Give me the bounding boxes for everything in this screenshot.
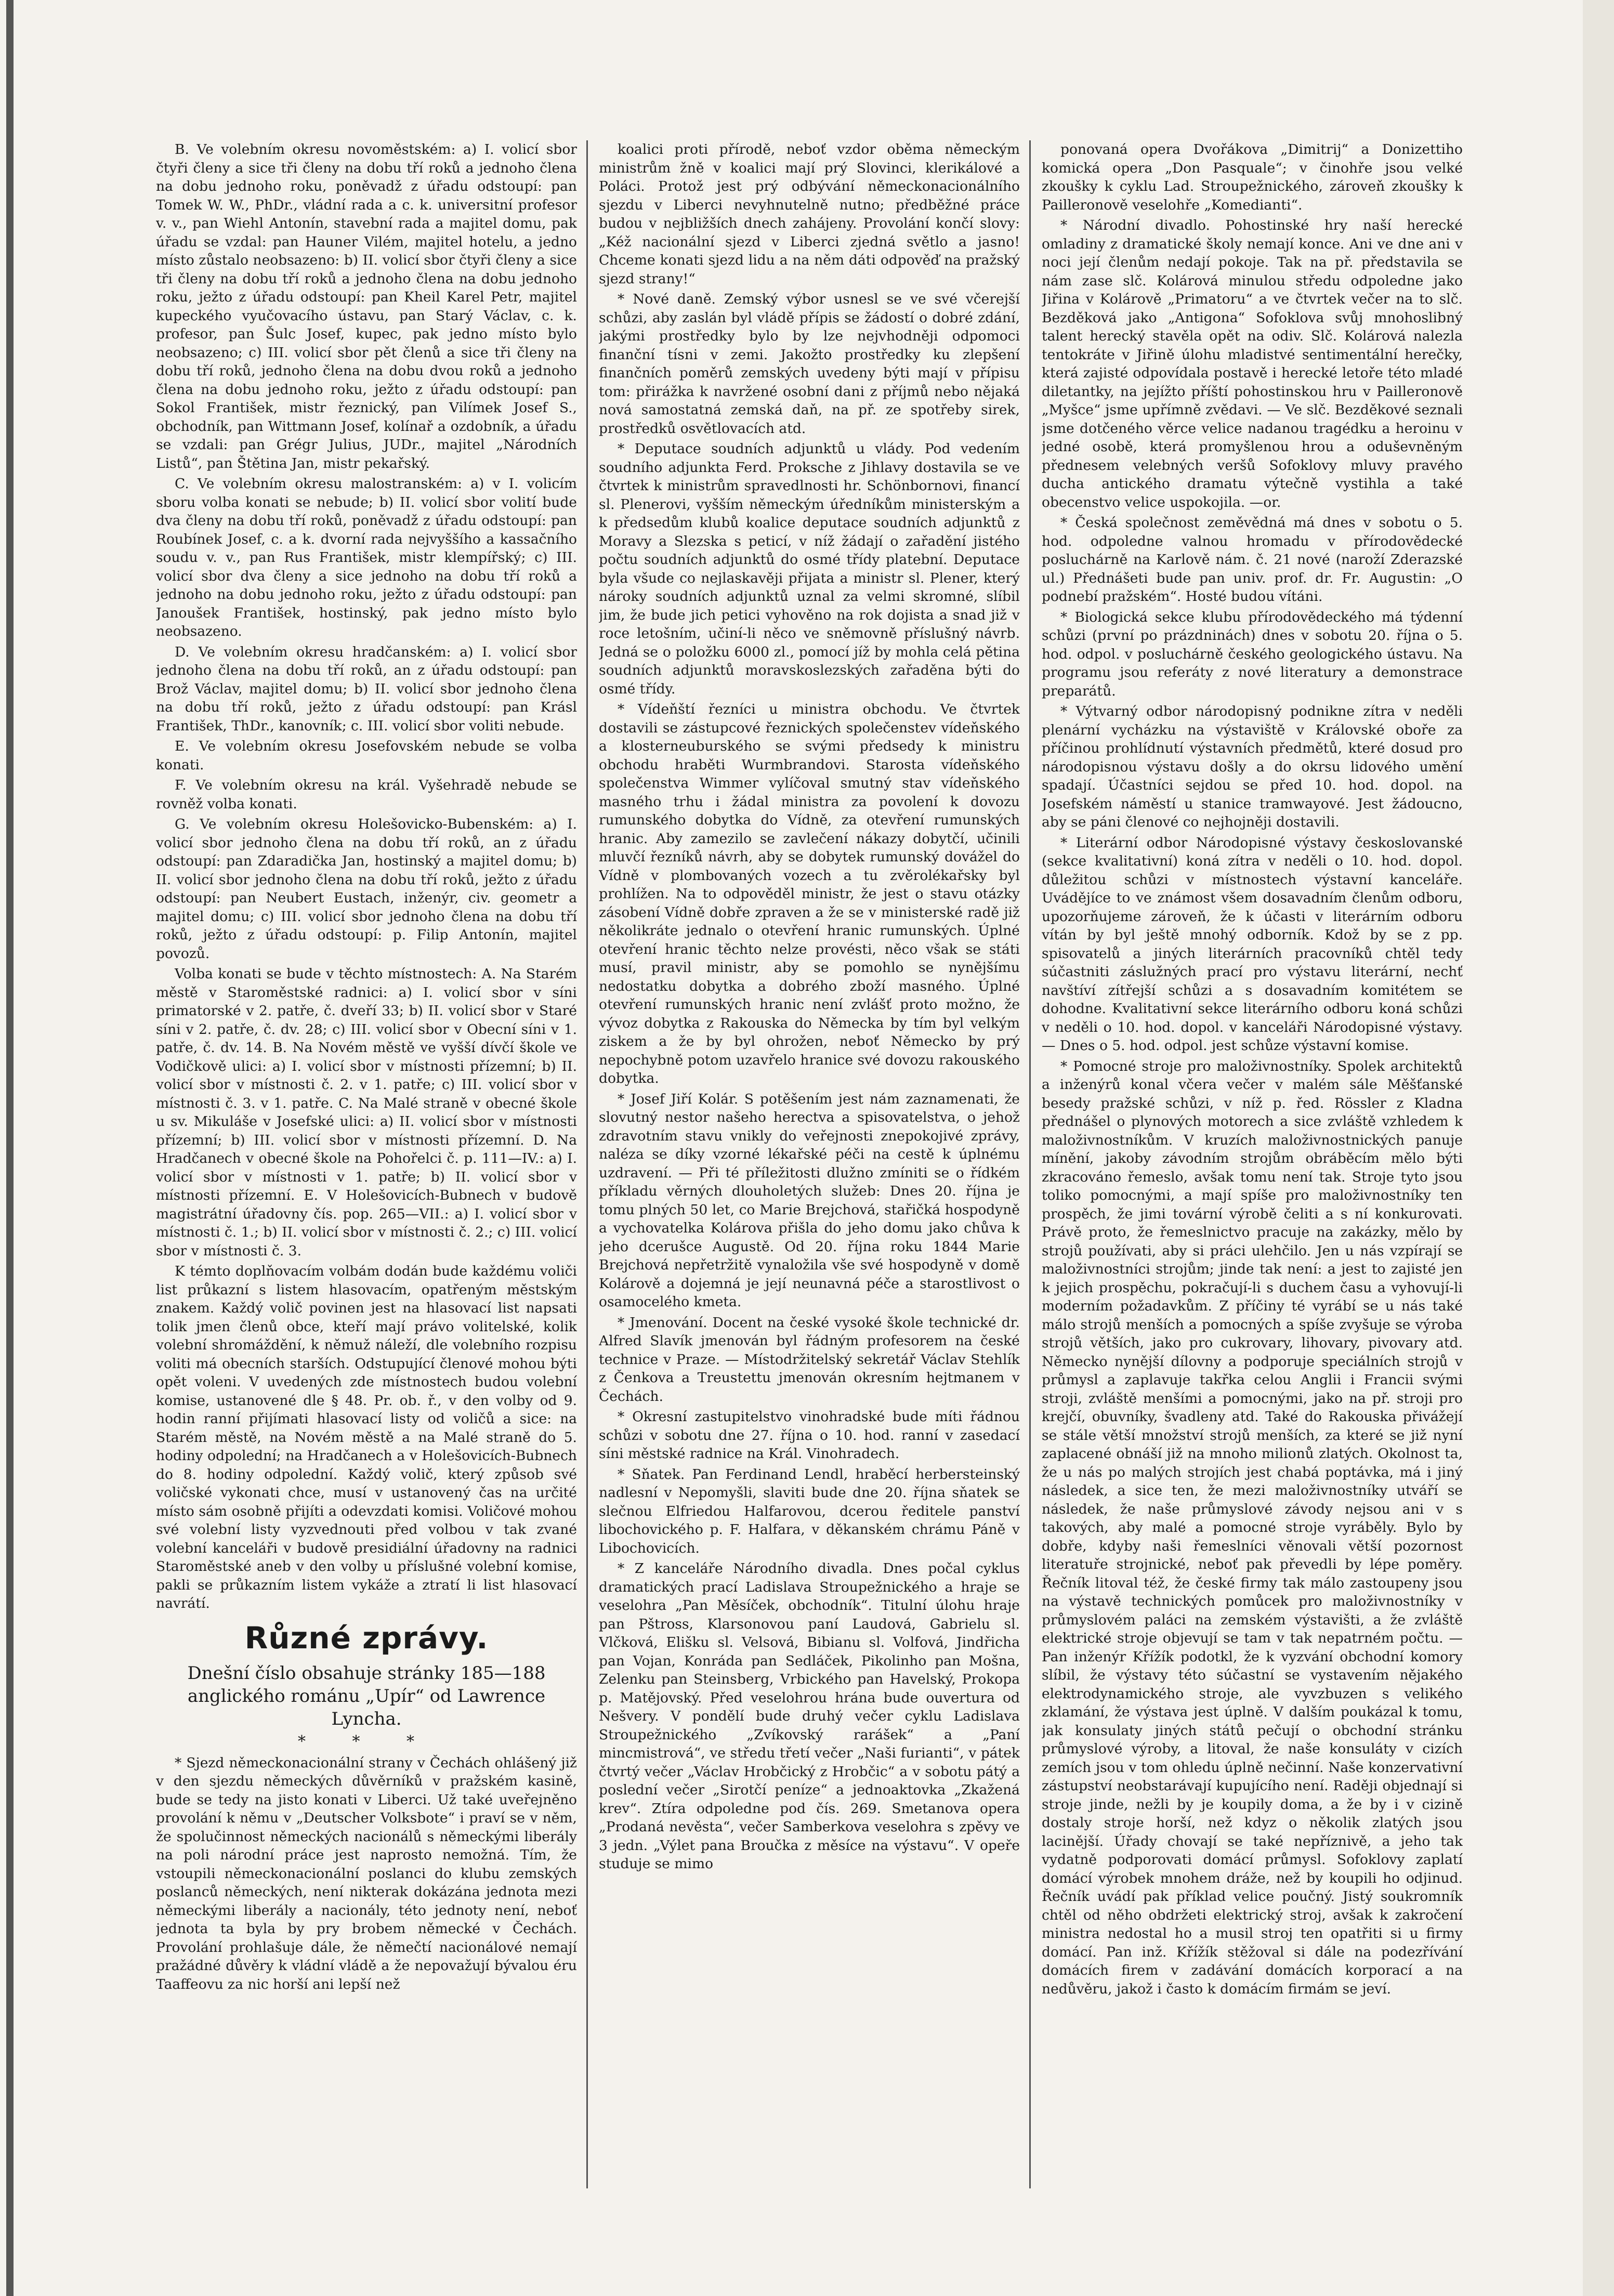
right-column bbox=[1042, 140, 1463, 2188]
article-paragraph: * Sňatek. Pan Ferdinand Lendl, hraběcí herbersteinský nadlesní v Nepomyšli, slaviti bude dne 20. října sňatek se slečnou Elfriedou Halfarovou, dcerou ředitele panství libochovického p. F. Halfara, v děkanském chrámu Páně v Libochovicích. bbox=[599, 1466, 1020, 1556]
article-paragraph: ponovaná opera Dvořákova „Dimitrij“ a Donizettiho komická opera „Don Pasquale“; v činohře jsou velké zkoušky k cyklu Lad. Stroupežnického, zároveň zkoušky k Pailleronově veselohře „Komedianti“. bbox=[1042, 141, 1463, 213]
left-column bbox=[156, 140, 577, 2188]
page-binding-edge bbox=[6, 0, 14, 2296]
article-paragraph: * Z kanceláře Národního divadla. Dnes počal cyklus dramatických prací Ladislava Stroupežnického a hraje se veselohra „Pan Měsíček, obchodník“. Titulní úlohu hraje pan Pštross, Klarsonovou paní Laudová, Gabrielu sl. Vlčková, Elišku sl. Velsová, Bibianu sl. Volfová, Jindřicha pan Vojan, Konráda pan Sedláček, Pikolinho pan Mošna, Zelenku pan Steinsberg, Vrbického pan Havelský, Prokopa p. Matějovský. Před veselohrou hrána bude ouvertura od Nešvery. V pondělí bude druhý večer cyklu Ladislava Stroupežnického „Zvíkovský rarášek“ a „Paní mincmistrová“, ve středu třetí večer „Naši furianti“, v pátek čtvrtý večer „Václav Hrobčický z Hrobčic“ a v sobotu pátý a poslední večer „Sirotčí peníze“ a jednoaktovka „Zkažená krev“. Ztíra odpoledne pod čís. 269. Smetanova opera „Prodaná nevěsta“, večer Samberkova veselohra s zpěvy ve 3 jedn. „Výlet pana Broučka z měsíce na výstavu“. V opeře studuje se mimo bbox=[599, 1560, 1020, 1872]
article-paragraph: * Pomocné stroje pro maloživnostníky. Spolek architektů a inženýrů konal včera večer v malém sále Měšťanské besedy pražské schůzi, v níž p. řed. Rössler z Kladna přednášel o plynových motorech a sice zvláště vzhledem k maloživnostníkům. V kruzích maloživnostnických panuje mínění, jakoby závodním strojům obráběcím mělo býti zkracováno řemeslo, avšak tomu není tak. Stroje tyto jsou toliko pomocnými, a mají spíše pro maloživnostníky ten prospěch, že jimi tovární výrobě čeliti a s ní konkurovati. Právě proto, že řemeslnictvo pracuje na zakázky, mělo by strojů používati, aby si práci ulehčilo. Jen u nás vzpírají se maloživnostníci strojům; jinde tak není: a jest to zajisté jen k jejich prospěchu, pokračují-li s duchem času a vyhovují-li moderním požadavkům. Z příčiny té vyrábí se u nás také málo strojů menších a pomocných a spíše zvyšuje se výroba strojů větších, jako pro cukrovary, lihovary, pivovary atd. Německo nynější dílovny a podporuje speciálních strojů v průmysl a zaplavuje takřka celou Anglii i Francii svými stroji, zvláště menšími a pomocnými, jako na př. stroji pro krejčí, obuvníky, švadleny atd. Také do Rakouska přivážejí se stále větší množství strojů menších, za které se již nyní zaplacené obnáší již na mnoho milionů zlatých. Okolnost ta, že u nás po malých strojích jest chabá poptávka, má i jiný následek, a sice ten, že mezi maloživnostníky utváří se následek, že naše průmyslové závody nejsou ani v s takových, aby malé a pomocné stroje vyráběly. Bylo by dobře, kdyby naši řemeslníci věnovali větší pozornost literatuře strojnické, neboť pak převedli by lépe poměry. Řečník litoval též, že české firmy tak málo zastoupeny jsou na výstavě technických pomůcek pro maloživnostníky v průmyslovém paláci na zemském výstavišti, a že zvláště elektrické stroje objevují se tam v tak nepatrném počtu. — Pan inženýr Křížík podotkl, že k vyzvání obchodní komory slíbil, že výstavy této súčastní se vystavením nějakého elektrodynamického stroje, ale vyvzbuzen s velikého zklamání, že výstava jest úplně. V dalším poukázal k tomu, jak konsulaty jiných států pečují o obchodní stránku průmyslové výroby, a litoval, že naše konsuláty v cizích zemích jsou v tom ohledu úplně nečinní. Naše konzervativní zástupství neobstarávají kupujícího není. Raději objednají si stroje jinde, nežli by je koupily doma, a že by i v cizině dostaly stroje horší, než kdyz o několik zlatých jsou lacinější. Úřady chovají se také nepříznivě, a jeho tak vydatně podporovati domácí průmysl. Sofoklovy zaplatí domácí výrobek mnohem dráže, než by koupili ho odjinud. Řečník uvádí pak příklad velice poučný. Jistý soukromník chtěl od něho obdržeti elektrický stroj, avšak k zakročení ministra nedostal ho a musil stroj ten opatřiti si u firmy domácí. Pan inž. Křížík stěžoval si dále na podezřívání domácích firem v zadávání domácích korporací a na nedůvěru, jakož i často k domácím firmám se jeví. bbox=[1042, 1058, 1463, 1997]
article-paragraph: * Česká společnost zeměvědná má dnes v sobotu o 5. hod. odpoledne valnou hromadu v přírodovědecké posluchárně na Karlově nám. č. 21 nové (naroží Zderazské ul.) Přednášeti bude pan univ. prof. dr. Fr. Augustin: „O podnebí pražském“. Hosté budou vítáni. bbox=[1042, 515, 1463, 605]
article-paragraph: * Sjezd německonacionální strany v Čechách ohlášený již v den sjezdu německých důvěrníků v pražském kasině, bude se tedy na jisto konati v Liberci. Už také uveřejněno provolání k němu v „Deutscher Volksbote“ i praví se v něm, že spolučinnost německých nacionálů s německými liberály na poli národní práce jest naprosto nemožná. Tím, že vstoupili německonacionální poslanci do klubu zemských poslanců německých, není nikterak dokázána jednota mezi německými liberály a nacionály, této jednoty není, neboť jednota ta byla by pry brobem německé v Čechách. Provolání prohlašuje dále, že němečtí nacionálové nemají pražádné důvěry k vládní vládě a že nepovažují bývalou éru Taaffeovu za nic horší ani lepší než bbox=[156, 1754, 577, 1992]
article-paragraph: C. Ve volebním okresu malostranském: a) v I. volicím sboru volba konati se nebude; b) II. volicí sbor volití bude dva členy na dobu tří roků, poněvadž z úřadu odstoupí: pan Roubínek Josef, c. a k. dvorní rada nejvyššího a kassačního soudu v. v., pan Rus František, mistr klempířský; c) III. volicí sbor dva členy a sice jednoho na dobu tří roků a jednoho na dobu jednoho roku, ježto z úřadu odstoupí: pan Janoušek František, hostinský, pak jedno místo bylo neobsazeno. bbox=[156, 476, 577, 639]
article-paragraph: D. Ve volebním okresu hradčanském: a) I. volicí sbor jednoho člena na dobu tří roků, an z úřadu odstoupí: pan Brož Václav, majitel domu; b) II. volicí sbor jednoho člena na dobu tří roků, ježto z úřadu odstoupí: pan Krásl František, ThDr., kanovník; c. III. volicí sbor voliti nebude. bbox=[156, 644, 577, 734]
article-paragraph: * Národní divadlo. Pohostinské hry naší herecké omladiny z dramatické školy nemají konce. Ani ve dne ani v noci její členům nedají pokoje. Tak na př. představila se nám zase slč. Kolárová minulou středu odpoledne jako Jiřina v Kolárově „Primatoru“ a ve čtvrtek večer na to slč. Bezděková jako „Antigona“ Sofoklova svůj mnohoslibný talent herecký stavěla opět na odiv. Slč. Kolárová nalezla tentokráte v Jiřině úlohu mladistvé sentimentální herečky, která zajisté odpovídala postavě i herecké letoře této mladé diletantky, na jejížto příští pohostinskou hru v Pailleronově „Myšce“ jsme upřímně zvědavi. — Ve slč. Bezděkové seznali jsme dotčeného věrce velice nadanou tragédku a heroinu v jedné osobě, která promyšlenou hrou a oduševněným přednesem velebných veršů Sofoklovy mluvy pravého ducha antického dramatu výtečně vystihla a také obecenstvo velice uspokojila. —or. bbox=[1042, 217, 1463, 510]
article-paragraph: E. Ve volebním okresu Josefovském nebude se volba konati. bbox=[156, 738, 577, 773]
article-paragraph: * Vídeňští řezníci u ministra obchodu. Ve čtvrtek dostavili se zástupcové řeznických společenstev vídeňského a klosterneuburského se svými předsedy k ministru obchodu hraběti Wurmbrandovi. Starosta vídeňského společenstva Wimmer vylíčoval smutný stav vídeňského masného trhu i žádal ministra za povolení k dovozu rumunského dobytka do Vídně, za otevření rumunských hranic. Aby zamezilo se zavlečení nákazy dobytčí, učinili mluvčí řezníků návrh, aby se dobytek rumunský dovážel do Vídně v plombovaných vozech a tu zvěrolékařsky byl prohlížen. Na to odpověděl ministr, že jest o stavu otázky zásobení Vídně dobře zpraven a že se v ministerské radě již několikráte jednalo o otevření hranic rumunských. Úplné otevření hranic těchto nelze provésti, něco však se státi musí, pravil ministr, aby se pomohlo se nynějšímu nedostatku dobytka a dobrého zboží masného. Úplné otevření rumunských hranic není zvlášť proto možno, že vývoz dobytka z Rakouska do Německa by tím byl velkým ziskem a že by byl ohrožen, neboť Německo by prý nepochybně potom uzavřelo hranice své dovozu rakouského dobytka. bbox=[599, 701, 1020, 1086]
middle-column bbox=[599, 140, 1020, 2188]
section-divider-stars: * * * bbox=[297, 1732, 436, 1751]
column-rule bbox=[586, 140, 588, 2188]
article-paragraph: * Nové daně. Zemský výbor usnesl se ve své včerejší schůzi, aby zaslán byl vládě přípis se žádostí o dobré zdání, jakými prostředky bylo by lze nejvhodněji odpomoci finanční tísni v zemi. Jakožto prostředky ku zlepšení finančních poměrů zemských uvedeny býti mají v přípisu tom: přirážka k navržené osobní dani z příjmů nebo nějaká nová samostatná zemská daň, na př. ze spotřeby sirek, prostředků osvětlovacích atd. bbox=[599, 291, 1020, 437]
article-paragraph: * Jmenování. Docent na české vysoké škole technické dr. Alfred Slavík jmenován byl řádným profesorem na české technice v Praze. — Místodržitelský sekretář Václav Stehlík z Čenkova a Treustettu jmenován okresním hejtmanem v Čechách. bbox=[599, 1314, 1020, 1405]
article-paragraph: * Biologická sekce klubu přírodovědeckého má týdenní schůzi (první po prázdninách) dnes v sobotu 20. října o 5. hod. odpol. v posluchárně českého geologického ústavu. Na programu jsou referáty z nové literatury a demonstrace preparátů. bbox=[1042, 609, 1463, 699]
newspaper-page bbox=[156, 140, 1461, 2188]
page-right-margin bbox=[1583, 0, 1614, 2296]
article-paragraph: B. Ve volebním okresu novoměstském: a) I. volicí sbor čtyři členy a sice tři členy na dobu tří roků a jednoho člena na dobu jednoho roku, poněvadž z úřadu odstoupí: pan Tomek W. W., PhDr., vládní rada a c. k. universitní profesor v. v., pan Wiehl Antonín, stavební rada a majitel domu, pak úřadu se vzdal: pan Hauner Vilém, majitel hotelu, a jedno místo zůstalo neobsazeno: b) II. volicí sbor čtyři členy a sice tři členy na dobu tří roků a jednoho člena na dobu jednoho roku, ježto z úřadu odstoupí: pan Kheil Karel Petr, majitel kupeckého vyučovacího ústavu, pan Starý Václav, c. k. profesor, pan Šulc Josef, kupec, pak jedno místo bylo neobsazeno; c) III. volicí sbor pět členů a sice tři členy na dobu tří roků, jednoho člena na dobu dvou roků a jednoho člena na dobu jednoho roku, ježto z úřadu odstoupí: pan Sokol František, mistr řeznický, pan Vilímek Josef S., obchodník, pan Wittmann Josef, kolínař a ozdobník, a úřadu se vzdali: pan Grégr Julius, JUDr., majitel „Národních Listů“, pan Štětina Jan, mistr pekařský. bbox=[156, 141, 577, 471]
article-paragraph: * Okresní zastupitelstvo vinohradské bude míti řádnou schůzi v sobotu dne 27. října o 10. hod. ranní v zasedací síni městské radnice na Král. Vinohradech. bbox=[599, 1409, 1020, 1462]
article-paragraph: * Josef Jiří Kolár. S potěšením jest nám zaznamenati, že slovutný nestor našeho herectva a spisovatelstva, o jehož zdravotním stavu vnikly do veřejnosti znepokojivé zprávy, naléza se díky vzorné lékařské péči na cestě k úplnému uzdravení. — Při té příležitosti dlužno zmíniti se o řídkém příkladu věrných dlouholetých služeb: Dnes 20. října je tomu plných 50 let, co Marie Brejchová, stařičká hospodyně a vychovatelka Kolárova přišla do jeho domu jako chůva k jeho dcerušce Augustě. Od 20. října roku 1844 Marie Brejchová nepřetržitě vynaložila vše své hospodyně v domě Kolárově a dojemná je její neunavná péče a starostlivost o osamocelého kmeta. bbox=[599, 1091, 1020, 1310]
section-heading: Různé zprávy. bbox=[244, 1620, 489, 1656]
article-paragraph: Volba konati se bude v těchto místnostech: A. Na Starém městě v Staroměstské radnici: a) I. volicí sbor v síni primatorské v 2. patře, č. dveří 33; b) II. volicí sbor v Staré síni v 2. patře, č. dv. 28; c) III. volicí sbor v Obecní síni v 1. patře, č. dv. 14. B. Na Novém městě ve vyšší dívčí škole ve Vodičkově ulici: a) I. volicí sbor v místnosti přízemní; b) II. volicí sbor v místnosti č. 2. v 1. patře; c) III. volicí sbor v místnosti č. 3. v 1. patře. C. Na Malé straně v obecné škole u sv. Mikuláše v Josefské ulici: a) II. volicí sbor v místnosti přízemní; b) III. volicí sbor v místnosti přízemní. D. Na Hradčanech v obecné škole na Pohořelci č. p. 111—IV.: a) I. volicí sbor v místnosti v 1. patře; b) II. volicí sbor v místnosti přízemní. E. V Holešovicích-Bubnech v budově magistrátní úřadovny čís. pop. 265—VII.: a) I. volicí sbor v místnosti č. 1.; b) II. volicí sbor v místnosti č. 2.; c) III. volicí sbor v místnosti č. 3. bbox=[156, 966, 577, 1259]
article-paragraph: K témto doplňovacím volbám dodán bude každému voliči list průkazní s listem hlasovacím, opatřeným městským znakem. Každý volič povinen jest na hlasovací list napsati tolik jmen členů obce, kteří mají právo volitelské, kolik volební shromáždění, k němuž náleží, dle volebního rozpisu voliti má obecních starších. Odstupující členové mohou býti opět voleni. V uvedených zde místnostech budou volební komise, ustanovené dle § 48. Pr. ob. ř., v den volby od 9. hodin ranní přijímati hlasovací listy od voličů a sice: na Starém městě, na Novém městě a na Malé straně do 5. hodiny odpolední; na Hradčanech a v Holešovicích-Bubnech do 8. hodiny odpolední. Každý volič, který způsob své voličské vykonati chce, musí v ustanovený čas na určité místo sám osobně přijíti a odevzdati komisi. Voličové mohou své volební listy vyzvednouti před volbou v tak zvané volební kanceláři v budově presidiální úřadovny na radnici Staroměstské aneb v den volby u příslušné volební komise, pakli se průkazním listem vykáže a ztratí li list hlasovací navrátí. bbox=[156, 1263, 577, 1611]
article-paragraph: G. Ve volebním okresu Holešovicko-Bubenském: a) I. volicí sbor jednoho člena na dobu tří roků, an z úřadu odstoupí: pan Zdaradička Jan, hostinský a majitel domu; b) II. volicí sbor jednoho člena na dobu tří roků, ježto z úřadu odstoupí: pan Neubert Eustach, inženýr, civ. geometr a majitel domu; c) III. volicí sbor jednoho člena na dobu tří roků, ježto z úřadu odstoupí: p. Filip Antonín, majitel povozů. bbox=[156, 816, 577, 962]
article-paragraph: * Výtvarný odbor národopisný podnikne zítra v neděli plenární vycházku na výstaviště v Královské oboře za příčinou prohlídnutí výstavních předmětů, které dosud pro národopisnou výstavu došly a do okrsu lidového umění spadají. Účastníci sejdou se před 10. hod. dopol. na Josefském náměstí u stanice tramwayové. Jest žádoucno, aby se páni členové co nejhojněji dostavili. bbox=[1042, 703, 1463, 830]
article-paragraph: F. Ve volebním okresu na král. Vyšehradě nebude se rovněž volba konati. bbox=[156, 777, 577, 812]
novel-notice: Dnešní číslo obsahuje stránky 185—188 anglického románu „Upír“ od Lawrence Lyncha. bbox=[187, 1662, 546, 1729]
article-paragraph: koalici proti přírodě, neboť vzdor oběma německým ministrům žně v koalici mají prý Slovinci, klerikálové a Poláci. Protož jest prý odbývání německonacionálního sjezdu v Liberci nevyhnutelně nutno; předběžné práce budou v nejbližších dnech zahájeny. Provolání končí slovy: „Kéž nacionální sjezd v Liberci zjedná světlo a jasno! Chceme konati sjezd lidu a na něm dáti odpověď na pražský sjezd strany!“ bbox=[599, 141, 1020, 287]
article-paragraph: * Deputace soudních adjunktů u vlády. Pod vedením soudního adjunkta Ferd. Proksche z Jihlavy dostavila se ve čtvrtek k ministrům spravedlnosti hr. Schönbornovi, financí sl. Plenerovi, vyšším německým úředníkům ministerským a k předsedům klubů koalice deputace soudních adjunktů z Moravy a Slezska s peticí, v níž žádají o zařadění jistého počtu soudních adjunktů do osmé třídy platební. Deputace byla všude co nejlaskavěji přijata a ministr sl. Plener, který nároky soudních adjunktů uznal za velmi skromné, slíbil jim, že bude jich petici vyhověno na rok dojista a snad již v roce letošním, učiní-li něco ve sněmovně příslušný návrb. Jedná se o položku 6000 zl., pomocí jíž by mohla celá pětina soudních adjunktů moravskoslezských zařaděna býti do osmé třídy. bbox=[599, 441, 1020, 697]
article-paragraph: * Literární odbor Národopisné výstavy českoslovanské (sekce kvalitativní) koná zítra v neděli o 10. hod. dopol. důležitou schůzi v místnostech výstavní kanceláře. Uvádějíce to ve známost všem dosavadním členům odboru, upozorňujeme zároveň, že k účasti v literárním odboru vítán by byl ještě mnohý odborník. Kdož by se z pp. spisovatelů a jiných literárních pracovníků chtěl tedy súčastniti záslužných prací pro výstavu literární, nechť navštíví zítřejší schůzi a s dosavadním komitétem se dohodne. Kvalitativní sekce literárního odboru koná schůzi v neděli o 10. hod. dopol. v kanceláři Národopisné výstavy. — Dnes o 5. hod. odpol. jest schůze výstavní komise. bbox=[1042, 834, 1463, 1054]
column-rule bbox=[1029, 140, 1031, 2188]
